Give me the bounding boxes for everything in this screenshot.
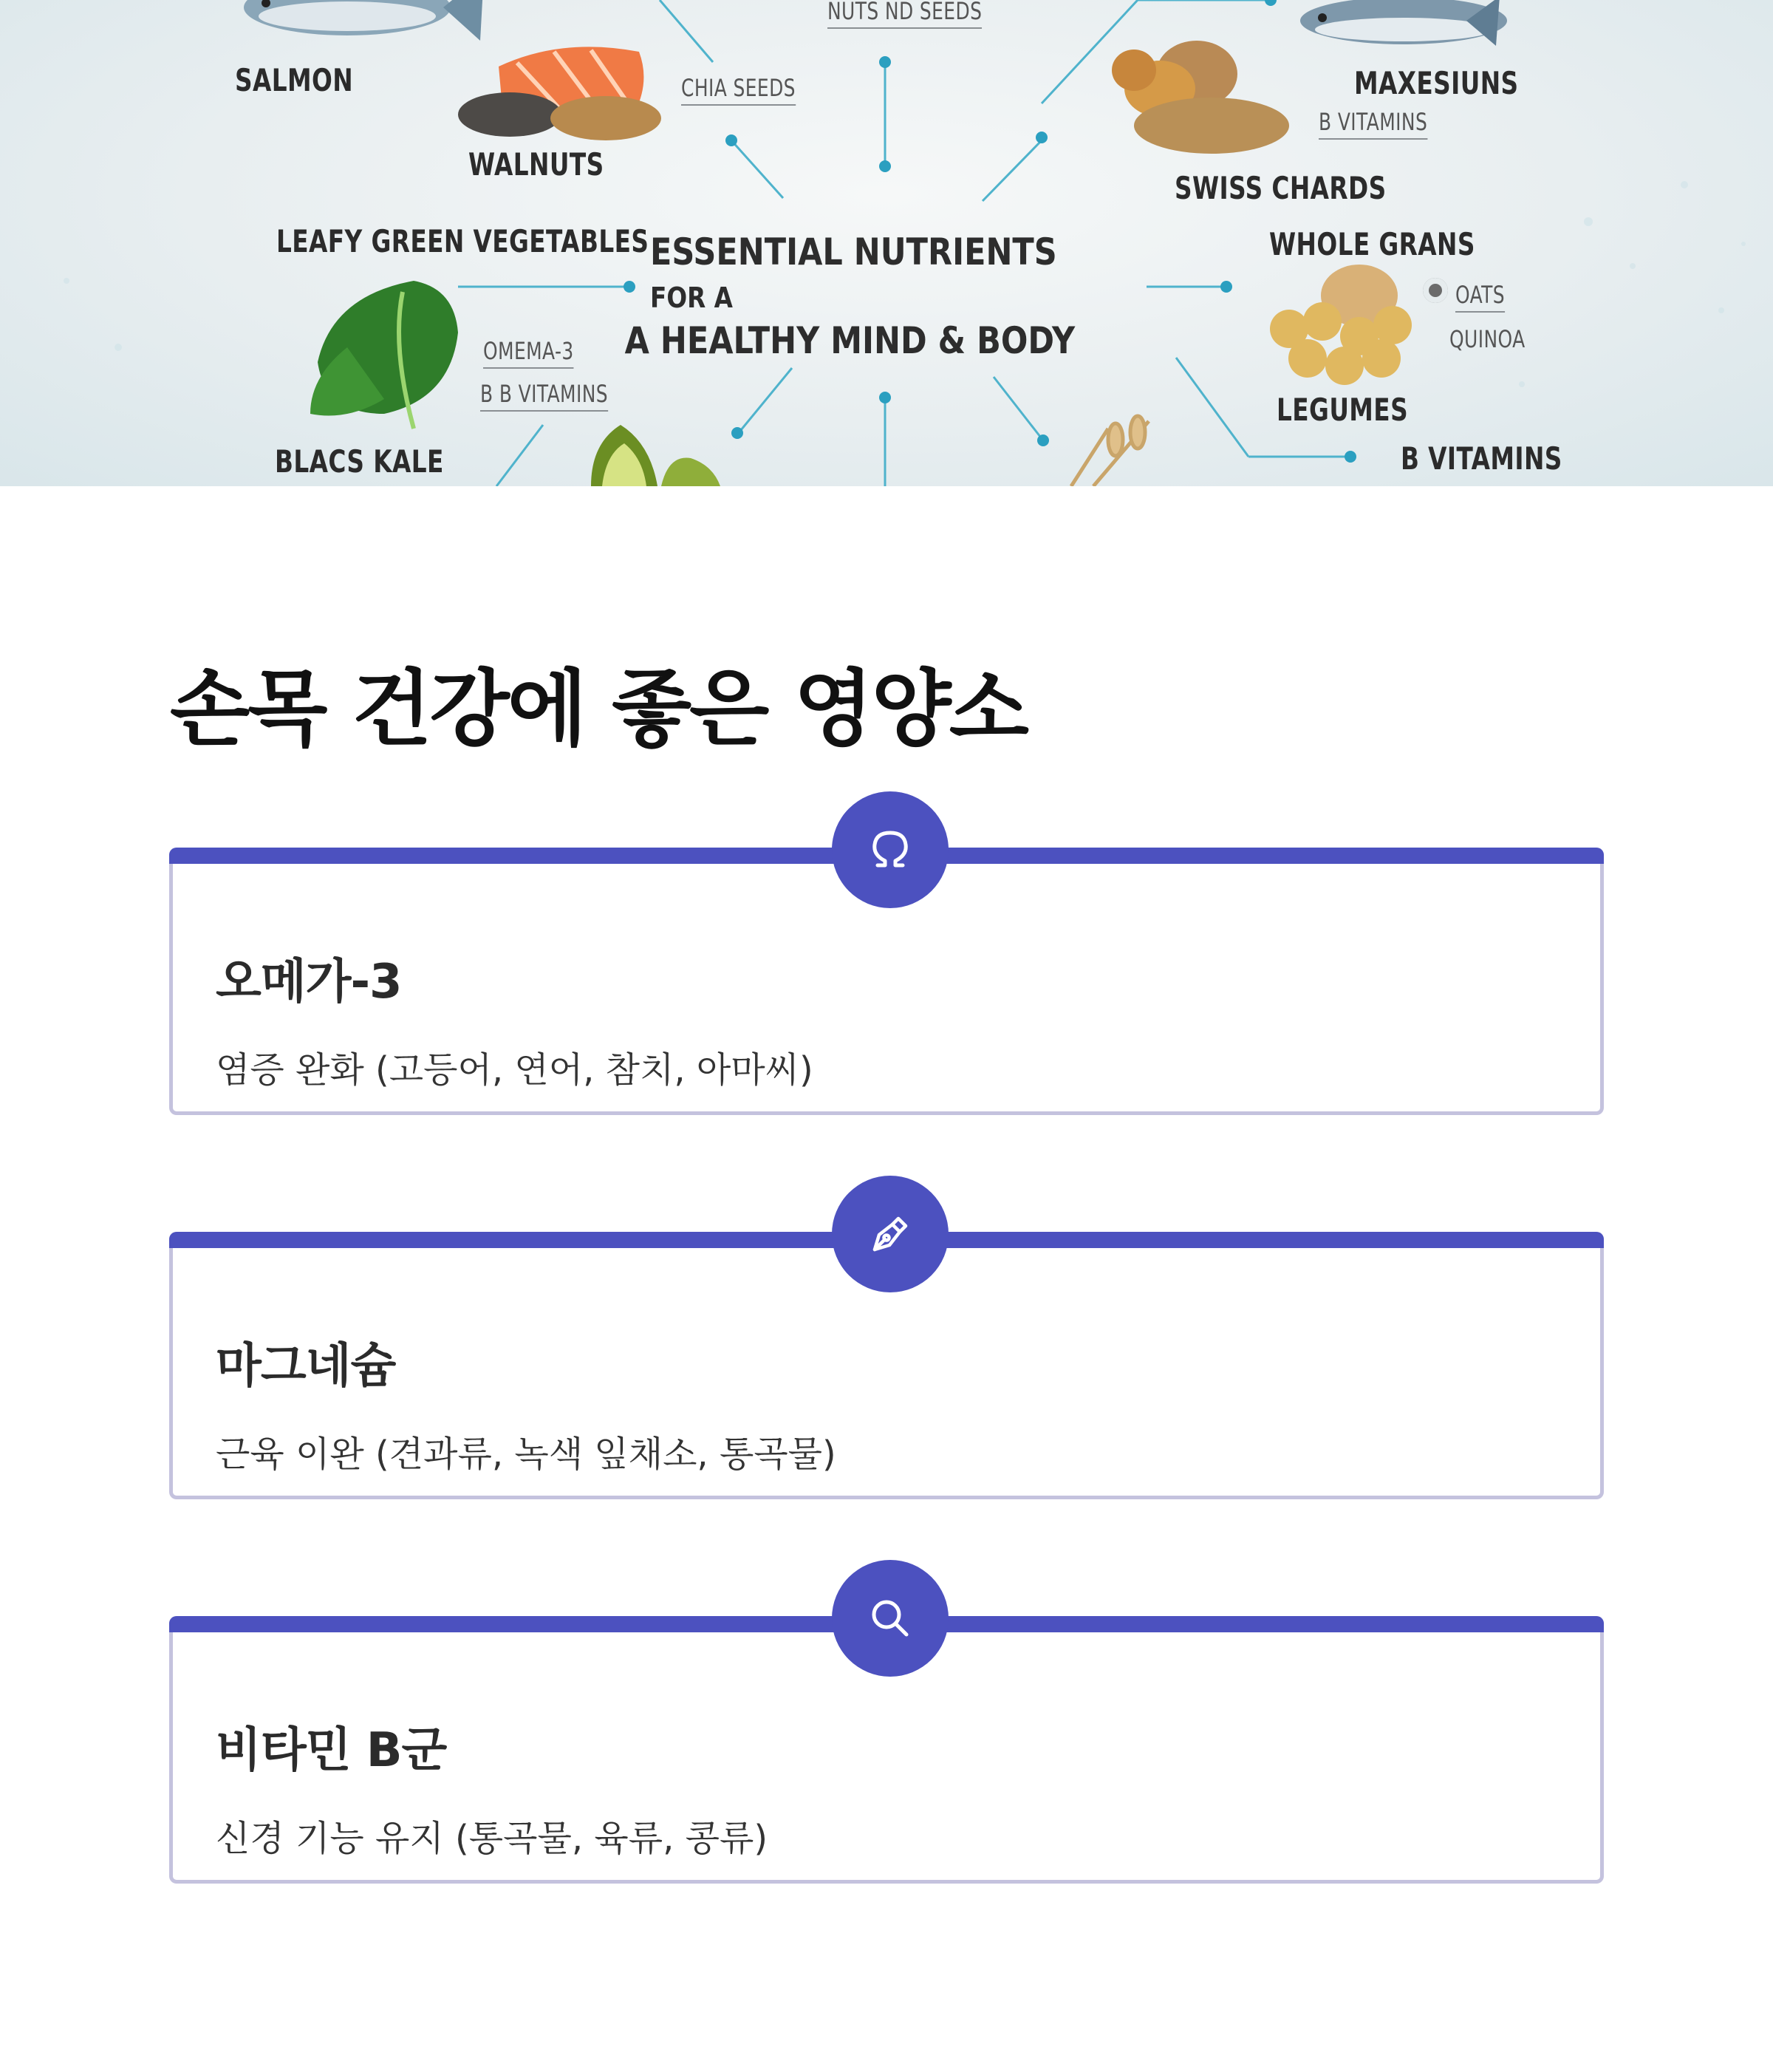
card-description: 근육 이완 (견과류, 녹색 잎채소, 통곡물) — [216, 1434, 836, 1475]
nutrient-card-magnesium — [169, 1232, 1604, 1499]
omega-icon — [864, 824, 916, 876]
card-icon-badge — [832, 1176, 949, 1292]
card-description: 신경 기능 유지 (통곡물, 육류, 콩류) — [216, 1818, 768, 1859]
label-salmon: SALMON — [235, 62, 354, 98]
label-b-vitamins-small: B VITAMINS — [1319, 108, 1427, 140]
label-maxesiuns: MAXESIUNS — [1354, 65, 1519, 101]
avocado-illustration — [591, 425, 720, 486]
label-nuts-seeds: NUTS ND SEEDS — [827, 0, 982, 29]
nutrient-card-omega3 — [169, 848, 1604, 1115]
label-blacs-kale: BLACS KALE — [275, 443, 444, 480]
fish-illustration-right — [1300, 0, 1507, 46]
card-icon-badge — [832, 791, 949, 908]
flower-icon — [1423, 278, 1448, 303]
center-title-main: ESSENTIAL NUTRIENTS — [650, 231, 1057, 273]
label-whole-grans: WHOLE GRANS — [1269, 226, 1475, 262]
fish-illustration-left — [244, 0, 484, 41]
walnuts-illustration — [1112, 41, 1289, 154]
hero-infographic-image — [0, 0, 1773, 486]
spinach-leaf-illustration — [310, 281, 458, 429]
nutrient-card-vitamin-b — [169, 1616, 1604, 1884]
search-icon — [864, 1592, 916, 1644]
label-legumes: LEGUMES — [1277, 392, 1409, 428]
card-description: 염증 완화 (고등어, 연어, 참치, 아마씨) — [216, 1049, 813, 1091]
label-quinoa: QUINOA — [1449, 325, 1526, 353]
card-icon-badge — [832, 1560, 949, 1677]
center-title-small: FOR A — [650, 282, 733, 314]
label-swiss-chards: SWISS CHARDS — [1175, 170, 1387, 206]
salmon-fillet-illustration — [458, 47, 661, 140]
infographic-center-title — [624, 231, 1095, 362]
pen-nib-icon — [864, 1208, 916, 1260]
card-title: 비타민 B군 — [216, 1723, 447, 1778]
label-leafy-green: LEAFY GREEN VEGETABLES — [276, 223, 649, 259]
label-bb-vitamins: B B VITAMINS — [480, 380, 608, 412]
label-omema: OMEMA-3 — [483, 337, 574, 369]
label-b-vitamins: B VITAMINS — [1401, 440, 1562, 477]
label-walnuts: WALNUTS — [468, 146, 604, 183]
card-title: 마그네슘 — [216, 1339, 396, 1394]
page-title: 손목 건강에 좋은 영양소 — [170, 661, 1027, 757]
label-chia-seeds: CHIA SEEDS — [681, 74, 796, 106]
legumes-illustration — [1270, 265, 1412, 385]
card-title: 오메가-3 — [216, 955, 402, 1009]
center-title-line2: A HEALTHY MIND & BODY — [624, 319, 1076, 362]
wheat-illustration — [1071, 416, 1149, 486]
label-oats: OATS — [1455, 281, 1505, 313]
